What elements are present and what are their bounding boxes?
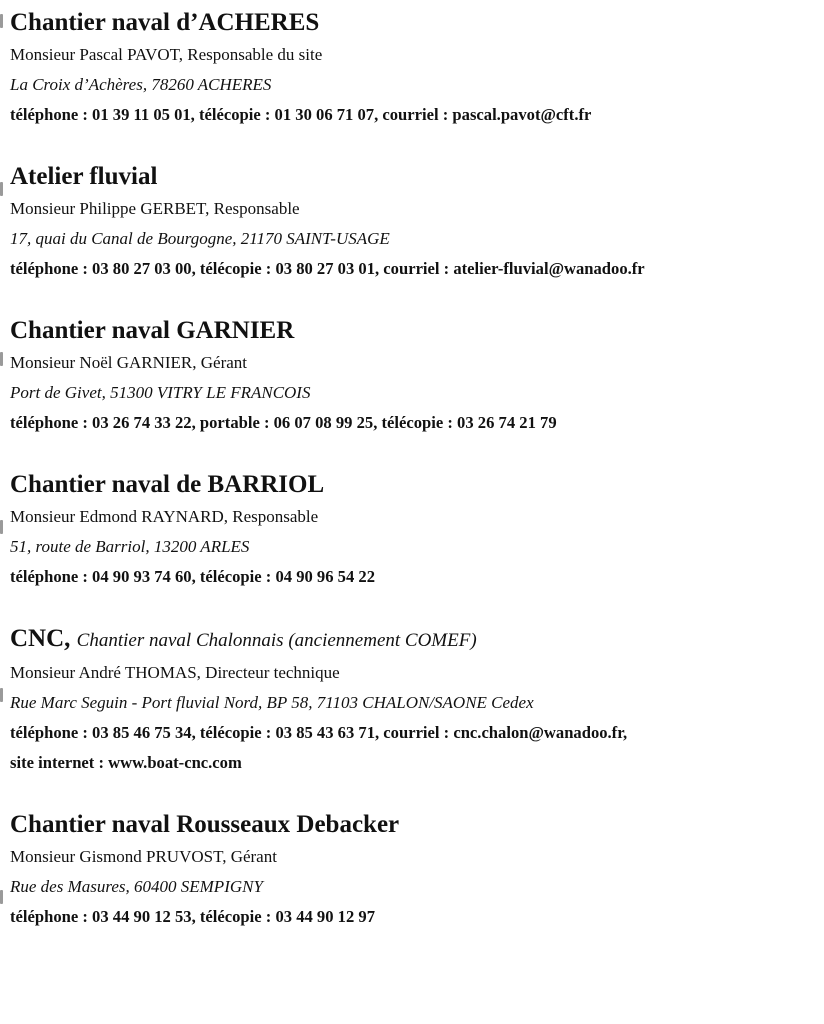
entry-name: Atelier fluvial: [10, 163, 158, 190]
directory-entry: [10, 808, 820, 932]
directory-page: [10, 6, 820, 932]
entry-name: Chantier naval d’ACHERES: [10, 9, 320, 36]
entry-contact: Monsieur Gismond PRUVOST, Gérant: [10, 847, 277, 866]
entry-name: Chantier naval de BARRIOL: [10, 471, 325, 498]
scan-edge-mark: [0, 14, 3, 28]
entry-contact: Monsieur Philippe GERBET, Responsable: [10, 199, 300, 218]
entry-phones: téléphone : 03 85 46 75 34, télécopie : 03 85 43 63 71, courriel : cnc.chalon@wanadoo.fr,: [10, 723, 628, 742]
entry-website: site internet : www.boat-cnc.com: [10, 753, 242, 772]
directory-entry: [10, 314, 820, 438]
scan-edge-mark: [0, 890, 3, 904]
entry-contact: Monsieur Pascal PAVOT, Responsable du site: [10, 45, 323, 64]
entry-address: 17, quai du Canal de Bourgogne, 21170 SAINT-USAGE: [10, 229, 390, 248]
scan-edge-mark: [0, 688, 3, 702]
entry-address: Port de Givet, 51300 VITRY LE FRANCOIS: [10, 383, 311, 402]
entry-phones: téléphone : 03 44 90 12 53, télécopie : 03 44 90 12 97: [10, 907, 376, 926]
entry-name: CNC, Chantier naval Chalonnais (anciennement COMEF): [10, 625, 477, 652]
scan-edge-mark: [0, 182, 3, 196]
entry-contact: Monsieur Edmond RAYNARD, Responsable: [10, 507, 319, 526]
entry-address: Rue des Masures, 60400 SEMPIGNY: [10, 877, 263, 896]
scan-edge-mark: [0, 520, 3, 534]
directory-entry: [10, 6, 820, 130]
entry-contact: Monsieur Noël GARNIER, Gérant: [10, 353, 248, 372]
entry-phones: téléphone : 03 26 74 33 22, portable : 06 07 08 99 25, télécopie : 03 26 74 21 79: [10, 413, 557, 432]
entry-name: Chantier naval Rousseaux Debacker: [10, 811, 400, 838]
directory-entry: [10, 622, 820, 778]
entry-address: Rue Marc Seguin - Port fluvial Nord, BP 58, 71103 CHALON/SAONE Cedex: [10, 693, 534, 712]
directory-entry: [10, 160, 820, 284]
entry-address: 51, route de Barriol, 13200 ARLES: [10, 537, 250, 556]
directory-entry: [10, 468, 820, 592]
entry-phones: téléphone : 03 80 27 03 00, télécopie : 03 80 27 03 01, courriel : atelier-fluvial@wanadoo.fr: [10, 259, 645, 278]
entry-subtitle: Chantier naval Chalonnais (anciennement COMEF): [76, 630, 477, 651]
scan-edge-mark: [0, 352, 3, 366]
entry-address: La Croix d’Achères, 78260 ACHERES: [10, 75, 272, 94]
entry-name: Chantier naval GARNIER: [10, 317, 295, 344]
entry-phones: téléphone : 04 90 93 74 60, télécopie : 04 90 96 54 22: [10, 567, 376, 586]
entry-phones: téléphone : 01 39 11 05 01, télécopie : 01 30 06 71 07, courriel : pascal.pavot@cft.fr: [10, 105, 592, 124]
entry-contact: Monsieur André THOMAS, Directeur technique: [10, 663, 340, 682]
